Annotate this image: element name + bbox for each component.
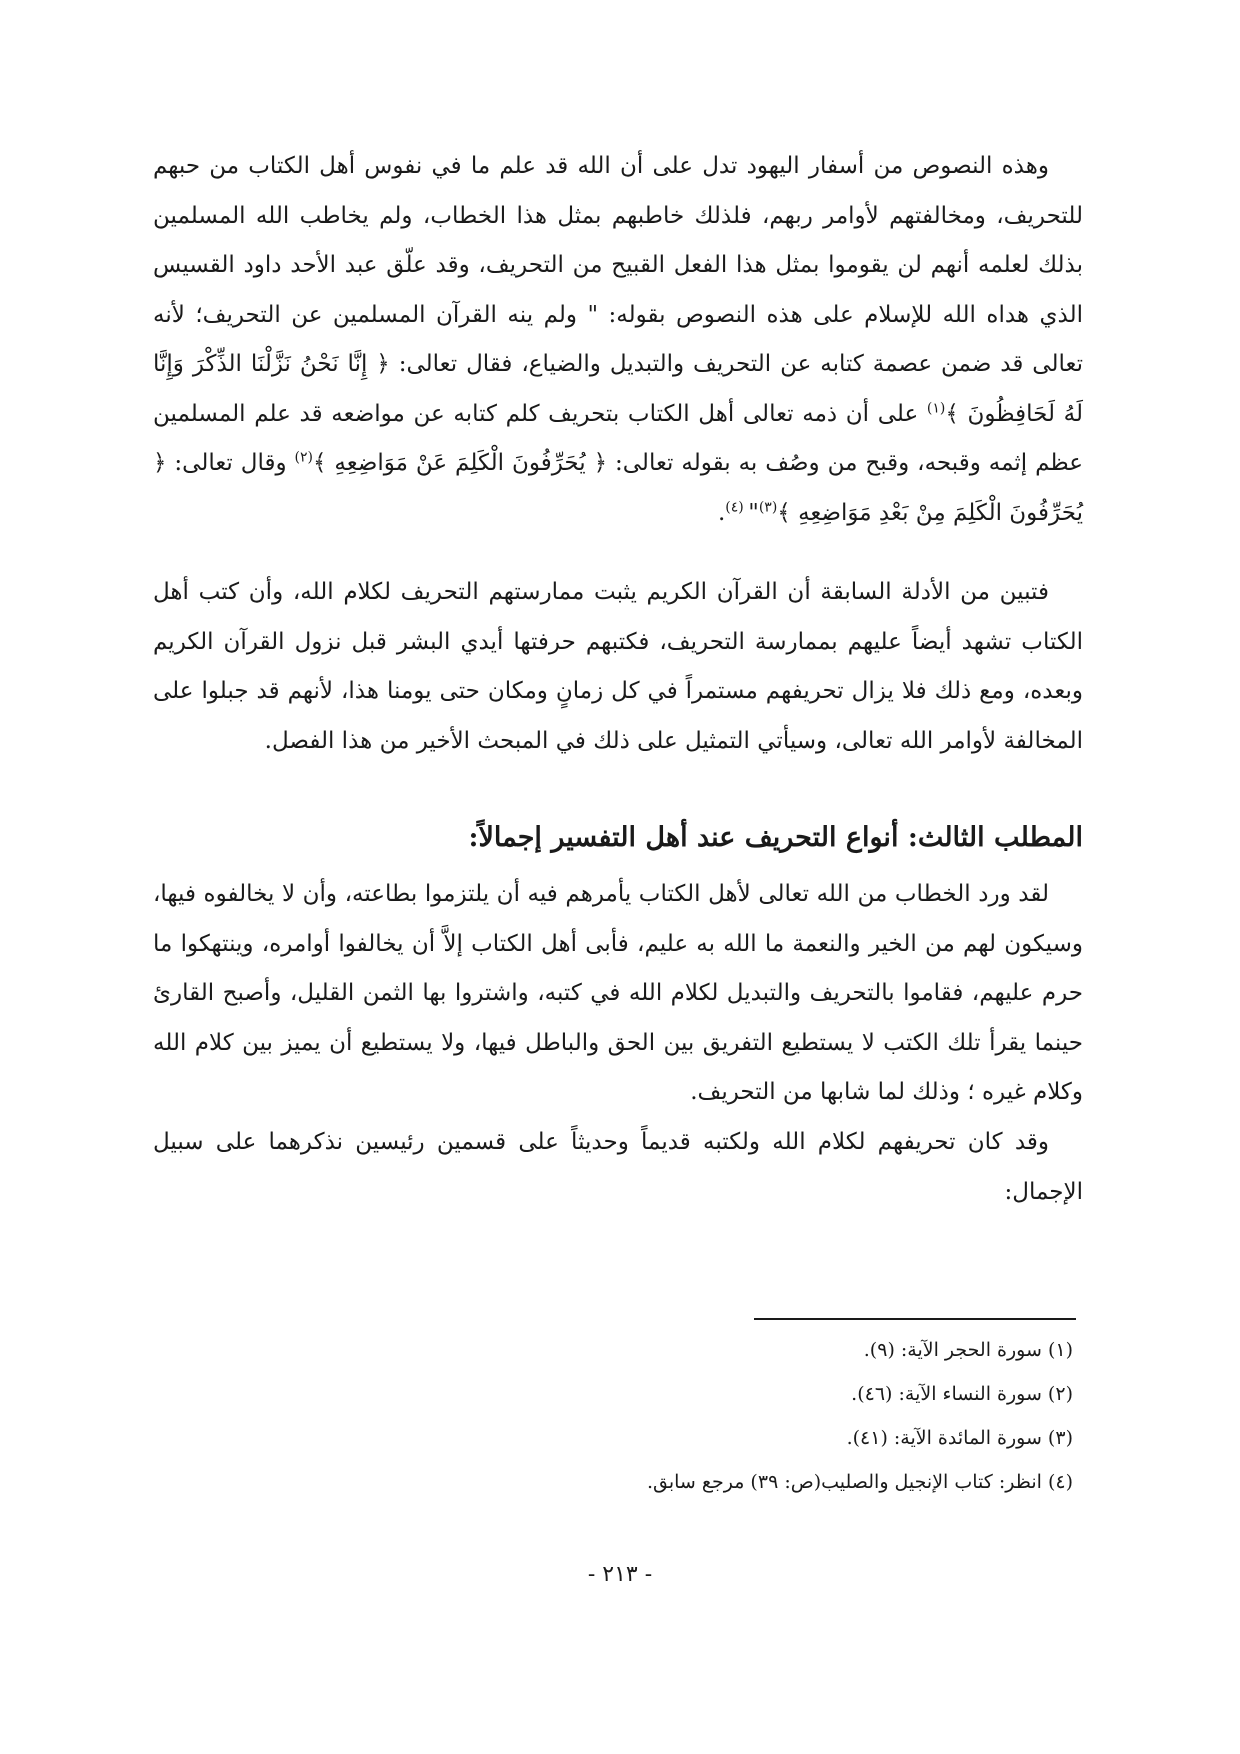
- paragraph-1-mid2: وقال تعالى: ﴿ يُحَرِّفُونَ الْكَلِمَ مِنْ بَعْدِ مَوَاضِعِهِ ﴾: [153, 450, 1083, 526]
- paragraph-1: [153, 142, 1083, 538]
- paragraph-1-end: .: [717, 499, 726, 526]
- paragraph-1-mid: على أن ذمه تعالى أهل الكتاب بتحريف كلم كتابه عن مواضعه قد علم المسلمين عظم إثمه وقبحه، وقبح من وصُف به بقوله تعالى: ﴿ يُحَرِّفُونَ الْكَلِمَ عَنْ مَوَاضِعِهِ ﴾: [153, 400, 1083, 476]
- footnote-ref-2[interactable]: (٢): [294, 449, 313, 466]
- footnote-ref-1[interactable]: (١): [926, 399, 946, 416]
- footnote-2: (٢) سورة النساء الآية: (٤٦).: [851, 1383, 1073, 1405]
- footnote-4: (٤) انظر: كتاب الإنجيل والصليب(ص: ٣٩) مرجع سابق.: [646, 1471, 1073, 1493]
- footnote-ref-4[interactable]: (٤): [725, 498, 749, 515]
- footnote-separator: [754, 1318, 1076, 1320]
- paragraph-3: لقد ورد الخطاب من الله تعالى لأهل الكتاب يأمرهم فيه أن يلتزموا بطاعته، وأن لا يخالفوه فيها، وسيكون لهم من الخير والنعمة ما الله به عليم، فأبى أهل الكتاب إلاَّ أن يخالفوا أوامره، وينتهكوا ما حرم عليهم، فقاموا بالتحريف والتبديل لكلام الله في كتبه، واشتروا بها الثمن القليل، وأصبح القارئ حينما يقرأ تلك الكتب لا يستطيع التفريق بين الحق والباطل فيها، ولا يستطيع أن يميز بين كلام الله وكلام غيره ؛ وذلك لما شابها من التحريف.: [153, 881, 1083, 1105]
- paragraph-2: فتبين من الأدلة السابقة أن القرآن الكريم يثبت ممارستهم التحريف لكلام الله، وأن كتب أهل الكتاب تشهد أيضاً عليهم بممارسة التحريف، فكتبهم حرفتها أيدي البشر قبل نزول القرآن الكريم وبعده، ومع ذلك فلا يزال تحريفهم مستمراً في كل زمانٍ ومكان حتى يومنا هذا، لأنهم قد جبلوا على المخالفة لأوامر الله تعالى، وسيأتي التمثيل على ذلك في المبحث الأخير من هذا الفصل.: [153, 579, 1083, 754]
- footnote-ref-3[interactable]: (٣): [758, 498, 778, 515]
- closing-quote: ": [748, 499, 759, 526]
- paragraph-4: وقد كان تحريفهم لكلام الله ولكتبه قديماً وحديثاً على قسمين رئيسين نذكرهما على سبيل الإجمال:: [153, 1129, 1083, 1205]
- page-number: - ٢١٣ -: [587, 1562, 653, 1587]
- paragraph-1-text: وهذه النصوص من أسفار اليهود تدل على أن الله قد علم ما في نفوس أهل الكتاب من حبهم للتحريف، ومخالفتهم لأوامر ربهم، فلذلك خاطبهم بمثل هذا الخطاب، ولم يخاطب الله المسلمين بذلك لعلمه أنهم لن يقوموا بمثل هذا الفعل القبيح من التحريف، وقد علّق عبد الأحد داود القسيس الذي هداه الله للإسلام على هذه النصوص بقوله: " ولم ينه القرآن المسلمين عن التحريف؛ لأنه تعالى قد ضمن عصمة كتابه عن التحريف والتبديل والضياع، فقال تعالى: ﴿ إِنَّا نَحْنُ نَزَّلْنَا الذِّكْرَ وَإِنَّا لَهُ لَحَافِظُونَ ﴾: [153, 153, 1084, 427]
- footnote-3: (٣) سورة المائدة الآية: (٤١).: [846, 1427, 1073, 1449]
- footnote-1: (١) سورة الحجر الآية: (٩).: [863, 1339, 1073, 1361]
- section-heading: المطلب الثالث: أنواع التحريف عند أهل التفسير إجمالاً:: [468, 822, 1083, 853]
